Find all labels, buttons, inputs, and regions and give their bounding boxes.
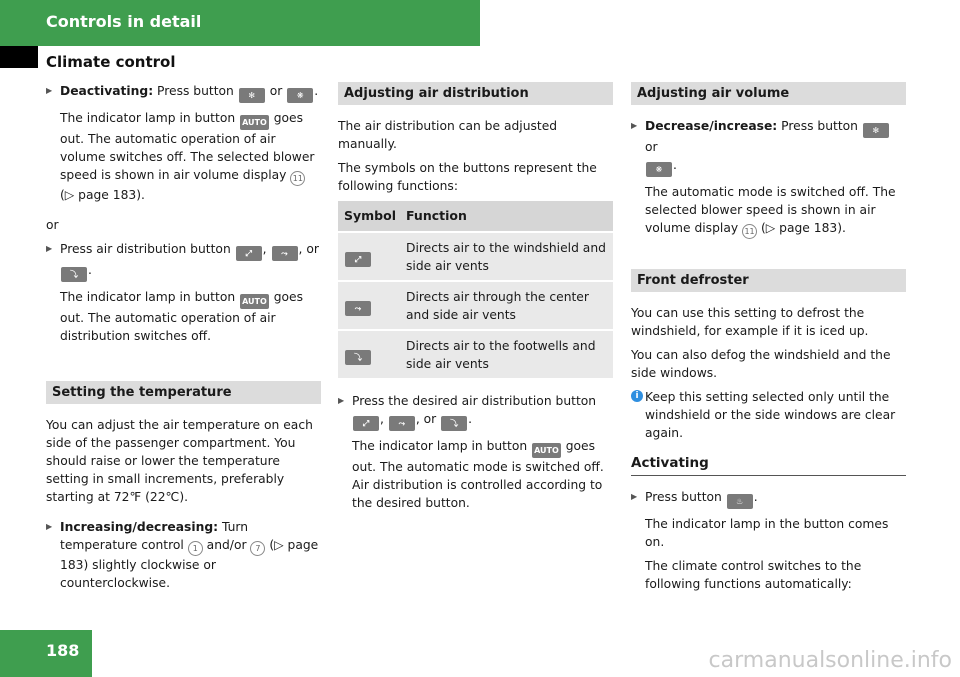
indicator-note-2: The indicator lamp in button AUTO goes out. The automatic operation of air distribution switches off. bbox=[60, 290, 303, 343]
fan-low-icon: ✻ bbox=[863, 123, 889, 138]
fan-high-icon: ❋ bbox=[646, 162, 672, 177]
windshield-side-icon: ⤢ bbox=[345, 252, 371, 267]
deactivating-step: ▶ Deactivating: Press button ✻ or ❋ . bbox=[46, 82, 321, 103]
table-row: ⤵ Directs air to the footwells and side air vents bbox=[338, 331, 613, 380]
defroster-paragraph-2: You can also defog the windshield and the side windows. bbox=[631, 348, 891, 380]
temperature-paragraph: You can adjust the air temperature on each side of the passenger compartment. You should raise or lower the temperature setting in small increments, preferably starting at 72℉ (22℃). bbox=[46, 418, 313, 504]
auto-icon: AUTO bbox=[240, 294, 269, 309]
distribution-note: The indicator lamp in button AUTO goes out. The automatic mode is switched off. Air distribution is controlled according to the desired button. bbox=[352, 439, 604, 510]
ref-marker: 11 bbox=[742, 224, 757, 239]
windshield-side-icon: ⤢ bbox=[353, 416, 379, 431]
section-marker bbox=[0, 46, 38, 68]
center-side-icon: ⤳ bbox=[272, 246, 298, 261]
temperature-step: ▶ Increasing/decreasing: Turn temperature control 1 and/or 7 (▷ page 183) slightly clockwise or counterclockwise. bbox=[46, 518, 321, 592]
activating-note-2: The climate control switches to the following functions automatically: bbox=[645, 559, 862, 591]
activating-step: ▶ Press button ♨ . bbox=[631, 488, 906, 509]
section-title: Climate control bbox=[46, 53, 176, 71]
table-row: ⤳ Directs air through the center and side air vents bbox=[338, 282, 613, 331]
air-distribution-intro: The air distribution can be adjusted manually. bbox=[338, 119, 558, 151]
subheading-activating: Activating bbox=[631, 454, 906, 476]
air-distribution-step: ▶ Press air distribution button ⤢ , ⤳ , or ⤵ . bbox=[46, 240, 321, 282]
info-note: i Keep this setting selected only until the windshield or the side windows are clear again. bbox=[631, 388, 906, 442]
footwell-side-icon: ⤵ bbox=[441, 416, 467, 431]
distribution-step: ▶ Press the desired air distribution button ⤢ , ⤳ , or ⤵ . bbox=[338, 392, 613, 431]
ref-marker: 1 bbox=[188, 541, 203, 556]
section-bar-temperature: Setting the temperature bbox=[46, 381, 321, 404]
ref-marker: 11 bbox=[290, 171, 305, 186]
ref-marker: 7 bbox=[250, 541, 265, 556]
column-1 bbox=[46, 82, 321, 592]
defrost-icon: ♨ bbox=[727, 494, 753, 509]
page-number: 188 bbox=[46, 641, 80, 660]
table-header: Symbol Function bbox=[338, 201, 613, 233]
symbol-table bbox=[338, 201, 613, 380]
center-side-icon: ⤳ bbox=[345, 301, 371, 316]
indicator-note: The indicator lamp in button AUTO goes out. The automatic operation of air volume switches off. The selected blower speed is shown in air volume display 11 (▷ page 183). bbox=[60, 111, 315, 202]
column-3 bbox=[631, 82, 906, 593]
or-text: or bbox=[46, 218, 59, 232]
footwell-side-icon: ⤵ bbox=[61, 267, 87, 282]
air-volume-step: ▶ Decrease/increase: Press button ✻ or ❋ . bbox=[631, 117, 906, 177]
air-volume-note: The automatic mode is switched off. The selected blower speed is shown in air volume display 11 (▷ page 183). bbox=[631, 183, 906, 239]
activating-note-1: The indicator lamp in the button comes on. bbox=[645, 517, 889, 549]
watermark: carmanualsonline.info bbox=[708, 648, 952, 673]
windshield-side-icon: ⤢ bbox=[236, 246, 262, 261]
defroster-paragraph-1: You can use this setting to defrost the windshield, for example if it is iced up. bbox=[631, 306, 869, 338]
section-bar-air-volume: Adjusting air volume bbox=[631, 82, 906, 105]
fan-low-icon: ✻ bbox=[239, 88, 265, 103]
auto-icon: AUTO bbox=[532, 443, 561, 458]
column-2 bbox=[338, 82, 613, 512]
chapter-title: Controls in detail bbox=[46, 12, 202, 31]
center-side-icon: ⤳ bbox=[389, 416, 415, 431]
section-bar-front-defroster: Front defroster bbox=[631, 269, 906, 292]
footwell-side-icon: ⤵ bbox=[345, 350, 371, 365]
fan-high-icon: ❋ bbox=[287, 88, 313, 103]
info-icon: i bbox=[631, 390, 643, 402]
symbols-intro: The symbols on the buttons represent the following functions: bbox=[338, 161, 597, 193]
auto-icon: AUTO bbox=[240, 115, 269, 130]
table-row: ⤢ Directs air to the windshield and side air vents bbox=[338, 233, 613, 282]
section-bar-air-distribution: Adjusting air distribution bbox=[338, 82, 613, 105]
